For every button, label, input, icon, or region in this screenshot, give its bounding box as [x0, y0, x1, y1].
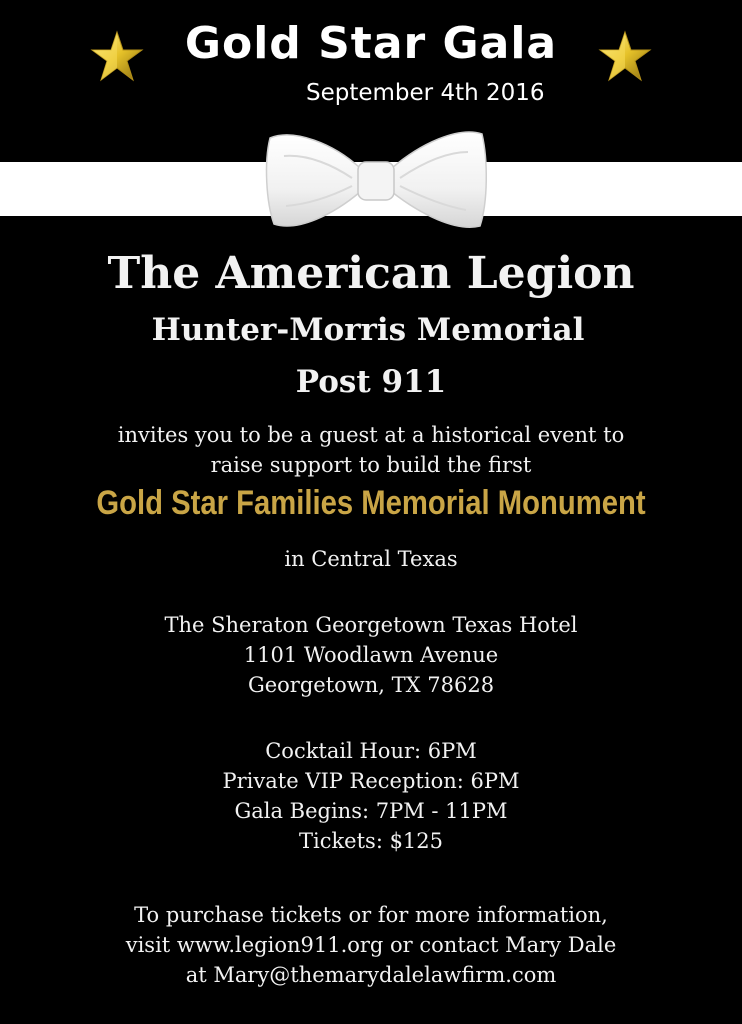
schedule-line: Cocktail Hour: 6PM: [265, 739, 477, 763]
post-number: Post 911: [295, 364, 447, 400]
invitation-line: invites you to be a guest at a historical event to: [117, 423, 625, 447]
contact-line: at Mary@themarydalelawfirm.com: [185, 963, 557, 987]
memorial-name: Hunter-Morris Memorial: [151, 312, 585, 348]
invitation-text: [0, 420, 742, 480]
organization-name: The American Legion: [107, 248, 635, 299]
venue-line: Georgetown, TX 78628: [247, 673, 495, 697]
star-icon: [598, 30, 652, 84]
bowtie-icon: [264, 126, 488, 236]
venue-line: The Sheraton Georgetown Texas Hotel: [164, 613, 578, 637]
contact-info: [0, 900, 742, 990]
schedule-line: Gala Begins: 7PM - 11PM: [234, 799, 508, 823]
schedule-line: Private VIP Reception: 6PM: [222, 769, 520, 793]
region-text: in Central Texas: [284, 547, 458, 571]
event-schedule: [0, 736, 742, 856]
invitation-line: raise support to build the first: [210, 453, 532, 477]
venue-address: [0, 610, 742, 700]
monument-title: Gold Star Families Memorial Monument: [96, 484, 646, 522]
contact-line: To purchase tickets or for more information,: [134, 903, 608, 927]
event-title: Gold Star Gala: [184, 18, 558, 69]
contact-line: visit www.legion911.org or contact Mary Dale: [125, 933, 617, 957]
schedule-line: Tickets: $125: [298, 829, 444, 853]
event-date: September 4th 2016: [306, 80, 545, 106]
venue-line: 1101 Woodlawn Avenue: [243, 643, 499, 667]
